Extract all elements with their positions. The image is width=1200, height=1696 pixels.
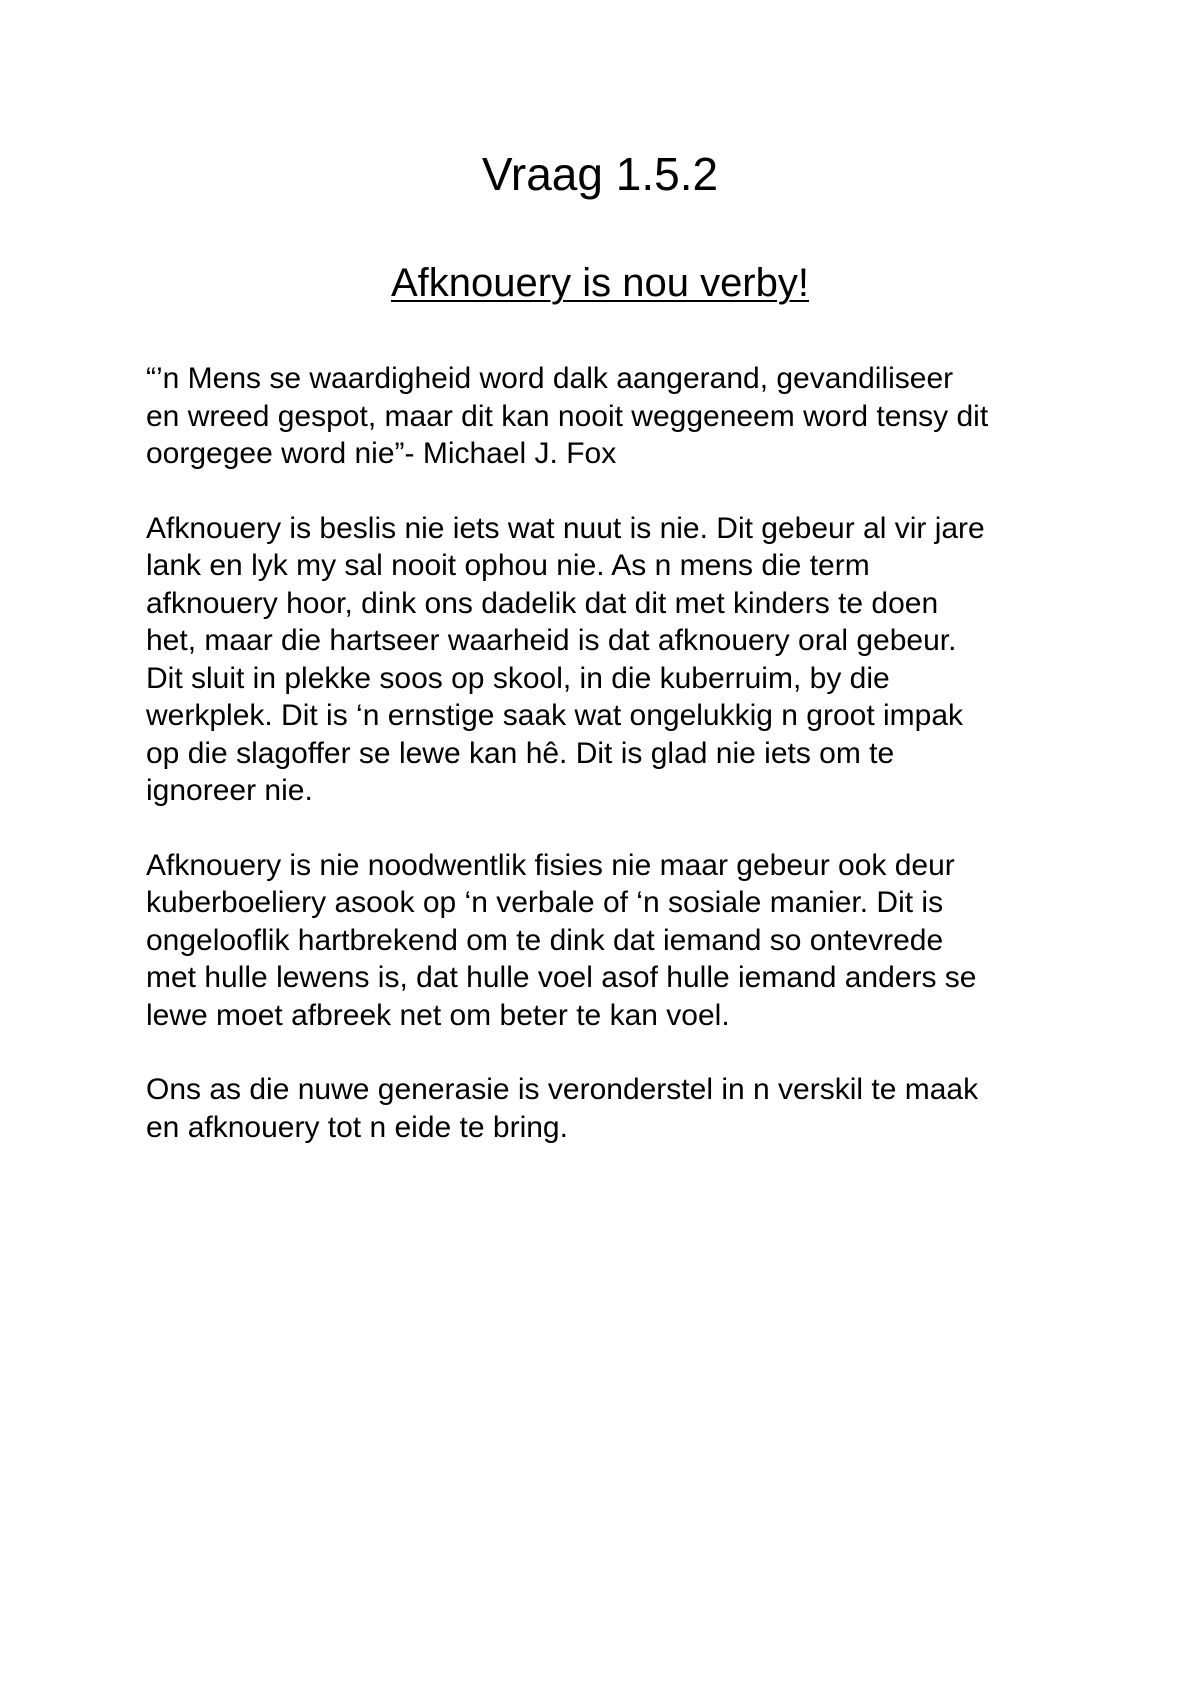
text-line: lank en lyk my sal nooit ophou nie. As n mens die term [146,549,870,582]
text-line: op die slagoffer se lewe kan hê. Dit is glad nie iets om te [146,736,895,770]
text-line: Afknouery is nie noodwentlik fisies nie maar gebeur ook deur [146,848,955,882]
body-paragraph [146,847,1086,1035]
text-line: ignoreer nie. [146,774,313,807]
text-line: afknouery hoor, dink ons dadelik dat dit met kinders te doen [146,586,939,620]
text-line: Dit sluit in plekke soos op skool, in die kuberruim, by die [146,661,890,695]
text-line: lewe moet afbreek net om beter te kan voel. [146,998,730,1032]
article-body [146,360,1086,1183]
page-title: Vraag 1.5.2 [481,148,719,200]
text-line: en wreed gespot, maar dit kan nooit weggeneem word tensy dit [146,399,989,433]
text-line: en afknouery tot n eide te bring. [146,1110,568,1144]
text-line: “’n Mens se waardigheid word dalk aangerand, gevandiliseer [146,362,954,395]
text-line: Afknouery is beslis nie iets wat nuut is nie. Dit gebeur al vir jare [146,511,985,545]
article-heading: Afknouery is nou verby! [391,261,809,305]
text-line: oorgegee word nie”- Michael J. Fox [146,437,617,470]
text-line: met hulle lewens is, dat hulle voel asof hulle iemand anders se [146,961,977,994]
quote-paragraph [146,360,1086,473]
text-line: kuberboeliery asook op ‘n verbale of ‘n sosiale manier. Dit is [146,886,944,919]
body-paragraph [146,510,1086,810]
text-line: het, maar die hartseer waarheid is dat afknouery oral gebeur. [146,624,957,657]
text-line: Ons as die nuwe generasie is veronderstel in n verskil te maak [146,1073,979,1106]
body-paragraph [146,1071,1086,1146]
text-line: werkplek. Dit is ‘n ernstige saak wat ongelukkig n groot impak [146,699,964,732]
text-line: ongelooflik hartbrekend om te dink dat iemand so ontevrede [146,923,944,957]
